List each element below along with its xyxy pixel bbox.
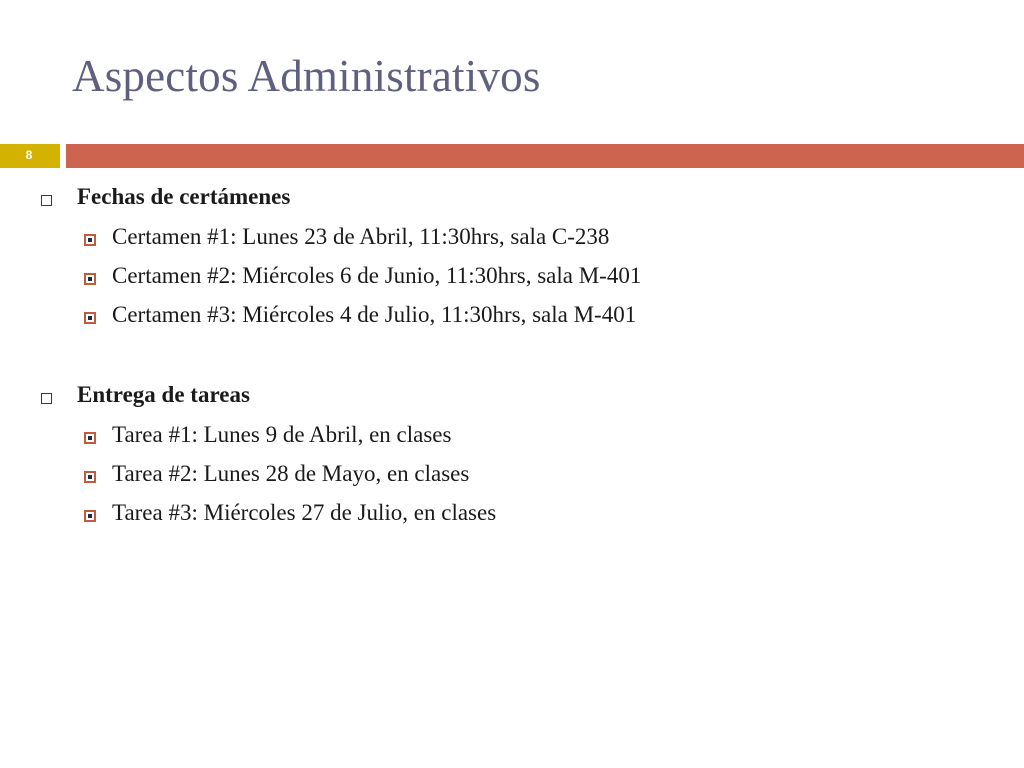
square-bullet-icon	[84, 471, 96, 483]
square-bullet-icon	[41, 195, 52, 206]
square-bullet-icon	[84, 432, 96, 444]
square-bullet-icon	[84, 510, 96, 522]
square-bullet-icon	[84, 312, 96, 324]
list-item: Tarea #2: Lunes 28 de Mayo, en clases	[112, 461, 470, 486]
square-bullet-icon	[84, 273, 96, 285]
list-item: Certamen #3: Miércoles 4 de Julio, 11:30hrs, sala M-401	[112, 302, 637, 327]
section-heading-entrega: Entrega de tareas	[77, 382, 250, 407]
list-item: Certamen #2: Miércoles 6 de Junio, 11:30hrs, sala M-401	[112, 263, 642, 288]
section-heading-fechas: Fechas de certámenes	[77, 184, 291, 209]
square-bullet-icon	[84, 234, 96, 246]
list-item: Certamen #1: Lunes 23 de Abril, 11:30hrs, sala C-238	[112, 224, 610, 249]
list-item: Tarea #3: Miércoles 27 de Julio, en clases	[112, 500, 497, 525]
slide-title: Aspectos Administrativos	[72, 51, 541, 101]
list-item: Tarea #1: Lunes 9 de Abril, en clases	[112, 422, 452, 447]
square-bullet-icon	[41, 393, 52, 404]
slide-number: 8	[25, 148, 33, 162]
